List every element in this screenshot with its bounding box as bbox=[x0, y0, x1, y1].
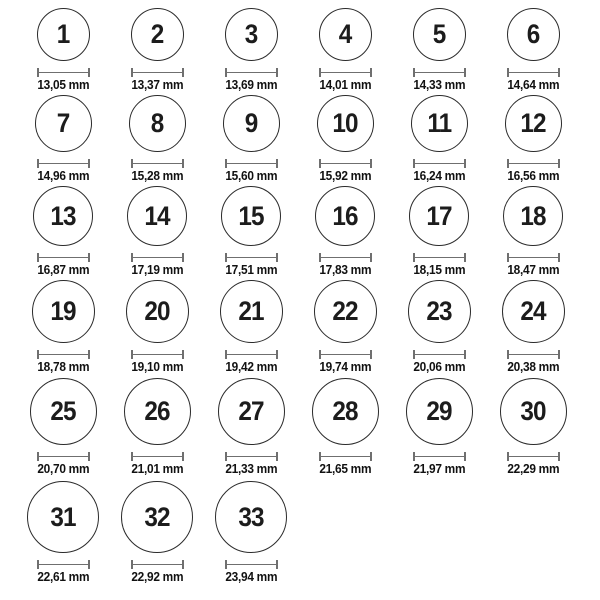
diameter-measure-line bbox=[225, 253, 278, 262]
ring-size-number: 17 bbox=[426, 200, 452, 231]
ring-size-cell bbox=[298, 8, 392, 93]
ring-circle bbox=[319, 8, 372, 61]
ring-size-cell bbox=[486, 8, 580, 93]
ring-circle bbox=[126, 280, 189, 343]
ring-size-number: 6 bbox=[526, 19, 540, 49]
diameter-label: 18,47 mm bbox=[507, 263, 559, 277]
ring-circle bbox=[35, 95, 92, 152]
diameter-label: 19,42 mm bbox=[225, 360, 277, 374]
size-row-2 bbox=[0, 93, 600, 184]
diameter-measure-line bbox=[319, 452, 372, 461]
diameter-measure-line bbox=[37, 560, 90, 569]
ring-size-number: 28 bbox=[332, 396, 358, 426]
ring-size-cell bbox=[110, 186, 204, 278]
ring-size-number: 10 bbox=[332, 108, 358, 138]
diameter-measure-line bbox=[319, 350, 372, 359]
ring-size-number: 22 bbox=[332, 296, 358, 326]
diameter-label: 19,10 mm bbox=[131, 360, 183, 374]
ring-size-cell bbox=[204, 8, 298, 93]
ring-size-cell bbox=[110, 280, 204, 375]
diameter-measure-line bbox=[37, 452, 90, 461]
ring-size-cell bbox=[392, 95, 486, 184]
size-row-1 bbox=[0, 2, 600, 93]
ring-circle bbox=[27, 481, 99, 553]
diameter-measure-line bbox=[507, 452, 560, 461]
diameter-label: 15,28 mm bbox=[131, 169, 183, 183]
ring-size-cell bbox=[110, 481, 204, 585]
ring-size-number: 31 bbox=[50, 501, 76, 532]
ring-size-number: 24 bbox=[520, 296, 546, 326]
diameter-label: 22,61 mm bbox=[37, 570, 89, 584]
diameter-label: 16,24 mm bbox=[413, 169, 465, 183]
ring-circle bbox=[37, 8, 90, 61]
ring-size-cell bbox=[110, 95, 204, 184]
ring-circle bbox=[124, 378, 191, 445]
ring-size-number: 1 bbox=[56, 19, 70, 49]
diameter-measure-line bbox=[131, 560, 184, 569]
ring-circle bbox=[413, 8, 466, 61]
ring-size-cell bbox=[16, 8, 110, 93]
ring-size-number: 3 bbox=[244, 19, 258, 49]
ring-size-number: 15 bbox=[238, 200, 264, 231]
diameter-measure-line bbox=[413, 350, 466, 359]
diameter-measure-line bbox=[507, 253, 560, 262]
ring-circle bbox=[30, 378, 97, 445]
diameter-label: 17,83 mm bbox=[319, 263, 371, 277]
diameter-measure-line bbox=[225, 452, 278, 461]
diameter-measure-line bbox=[37, 159, 90, 168]
ring-size-cell bbox=[16, 280, 110, 375]
diameter-measure-line bbox=[507, 350, 560, 359]
diameter-label: 21,33 mm bbox=[225, 462, 277, 476]
diameter-measure-line bbox=[225, 350, 278, 359]
diameter-label: 20,06 mm bbox=[413, 360, 465, 374]
diameter-label: 21,65 mm bbox=[319, 462, 371, 476]
ring-circle bbox=[220, 280, 283, 343]
diameter-label: 13,69 mm bbox=[225, 78, 277, 92]
ring-circle bbox=[33, 186, 93, 246]
ring-size-cell bbox=[204, 95, 298, 184]
diameter-label: 22,92 mm bbox=[131, 570, 183, 584]
diameter-measure-line bbox=[413, 253, 466, 262]
diameter-measure-line bbox=[225, 560, 278, 569]
ring-size-number: 33 bbox=[238, 501, 264, 532]
ring-size-cell bbox=[298, 378, 392, 477]
ring-size-number: 4 bbox=[338, 19, 352, 49]
ring-size-number: 11 bbox=[427, 108, 451, 138]
diameter-measure-line bbox=[507, 159, 560, 168]
ring-size-cell bbox=[298, 280, 392, 375]
diameter-label: 14,33 mm bbox=[413, 78, 465, 92]
size-row-4 bbox=[0, 278, 600, 375]
ring-size-cell bbox=[204, 186, 298, 278]
diameter-label: 20,38 mm bbox=[507, 360, 559, 374]
diameter-label: 13,05 mm bbox=[37, 78, 89, 92]
ring-circle bbox=[500, 378, 567, 445]
ring-size-number: 29 bbox=[426, 396, 452, 426]
diameter-measure-line bbox=[507, 68, 560, 77]
ring-circle bbox=[503, 186, 563, 246]
diameter-label: 15,92 mm bbox=[319, 169, 371, 183]
diameter-measure-line bbox=[37, 68, 90, 77]
ring-circle bbox=[218, 378, 285, 445]
diameter-measure-line bbox=[37, 350, 90, 359]
ring-size-number: 18 bbox=[520, 200, 546, 231]
ring-size-number: 12 bbox=[520, 108, 546, 138]
diameter-label: 15,60 mm bbox=[225, 169, 277, 183]
ring-size-number: 26 bbox=[144, 396, 170, 426]
ring-size-number: 27 bbox=[238, 396, 264, 426]
size-row-5 bbox=[0, 375, 600, 477]
ring-circle bbox=[221, 186, 281, 246]
ring-size-cell bbox=[486, 280, 580, 375]
diameter-label: 17,51 mm bbox=[225, 263, 277, 277]
ring-size-number: 21 bbox=[238, 296, 264, 326]
ring-size-cell bbox=[486, 378, 580, 477]
ring-circle bbox=[505, 95, 562, 152]
ring-size-cell bbox=[486, 186, 580, 278]
ring-size-cell bbox=[16, 378, 110, 477]
diameter-label: 17,19 mm bbox=[131, 263, 183, 277]
diameter-label: 21,01 mm bbox=[131, 462, 183, 476]
diameter-measure-line bbox=[131, 350, 184, 359]
ring-size-number: 8 bbox=[150, 108, 164, 138]
diameter-label: 14,96 mm bbox=[37, 169, 89, 183]
diameter-measure-line bbox=[131, 68, 184, 77]
diameter-measure-line bbox=[413, 68, 466, 77]
diameter-label: 21,97 mm bbox=[413, 462, 465, 476]
ring-size-number: 16 bbox=[332, 200, 358, 231]
ring-size-cell bbox=[110, 378, 204, 477]
ring-circle bbox=[223, 95, 280, 152]
ring-size-cell bbox=[392, 8, 486, 93]
ring-size-number: 2 bbox=[150, 19, 164, 49]
diameter-measure-line bbox=[131, 253, 184, 262]
ring-size-cell bbox=[486, 95, 580, 184]
ring-size-number: 20 bbox=[144, 296, 170, 326]
diameter-measure-line bbox=[225, 68, 278, 77]
size-row-6 bbox=[0, 477, 600, 585]
ring-circle bbox=[121, 481, 193, 553]
ring-size-cell bbox=[392, 280, 486, 375]
ring-circle bbox=[409, 186, 469, 246]
ring-size-number: 9 bbox=[244, 108, 258, 138]
diameter-label: 16,87 mm bbox=[37, 263, 89, 277]
diameter-label: 13,37 mm bbox=[131, 78, 183, 92]
ring-size-number: 19 bbox=[50, 296, 76, 326]
ring-circle bbox=[507, 8, 560, 61]
ring-circle bbox=[225, 8, 278, 61]
ring-circle bbox=[129, 95, 186, 152]
ring-size-number: 5 bbox=[432, 19, 446, 49]
diameter-label: 16,56 mm bbox=[507, 169, 559, 183]
ring-circle bbox=[406, 378, 473, 445]
diameter-measure-line bbox=[319, 159, 372, 168]
diameter-label: 18,78 mm bbox=[37, 360, 89, 374]
diameter-measure-line bbox=[37, 253, 90, 262]
diameter-label: 23,94 mm bbox=[225, 570, 277, 584]
ring-circle bbox=[127, 186, 187, 246]
diameter-label: 22,29 mm bbox=[507, 462, 559, 476]
ring-circle bbox=[315, 186, 375, 246]
ring-circle bbox=[215, 481, 287, 553]
ring-circle bbox=[314, 280, 377, 343]
ring-circle bbox=[408, 280, 471, 343]
diameter-label: 14,64 mm bbox=[507, 78, 559, 92]
ring-size-number: 7 bbox=[56, 108, 70, 138]
ring-size-cell bbox=[16, 186, 110, 278]
diameter-measure-line bbox=[131, 452, 184, 461]
ring-size-number: 13 bbox=[50, 200, 76, 231]
diameter-label: 19,74 mm bbox=[319, 360, 371, 374]
ring-size-cell bbox=[392, 186, 486, 278]
ring-size-number: 14 bbox=[144, 200, 170, 231]
ring-circle bbox=[312, 378, 379, 445]
diameter-label: 14,01 mm bbox=[319, 78, 371, 92]
ring-circle bbox=[131, 8, 184, 61]
diameter-measure-line bbox=[319, 68, 372, 77]
ring-size-number: 25 bbox=[50, 396, 76, 426]
ring-circle bbox=[411, 95, 468, 152]
ring-circle bbox=[502, 280, 565, 343]
diameter-measure-line bbox=[319, 253, 372, 262]
ring-circle bbox=[32, 280, 95, 343]
ring-size-number: 30 bbox=[520, 396, 546, 426]
diameter-label: 20,70 mm bbox=[37, 462, 89, 476]
ring-size-cell bbox=[298, 186, 392, 278]
ring-size-cell bbox=[204, 378, 298, 477]
diameter-measure-line bbox=[413, 159, 466, 168]
ring-size-cell bbox=[16, 481, 110, 585]
ring-size-cell bbox=[204, 481, 298, 585]
diameter-measure-line bbox=[413, 452, 466, 461]
ring-size-cell bbox=[110, 8, 204, 93]
diameter-label: 18,15 mm bbox=[413, 263, 465, 277]
ring-size-cell bbox=[16, 95, 110, 184]
ring-size-cell bbox=[392, 378, 486, 477]
ring-circle bbox=[317, 95, 374, 152]
ring-size-number: 32 bbox=[144, 501, 170, 532]
diameter-measure-line bbox=[131, 159, 184, 168]
ring-size-number: 23 bbox=[426, 296, 452, 326]
size-row-3 bbox=[0, 184, 600, 278]
ring-size-cell bbox=[298, 95, 392, 184]
diameter-measure-line bbox=[225, 159, 278, 168]
ring-size-cell bbox=[204, 280, 298, 375]
